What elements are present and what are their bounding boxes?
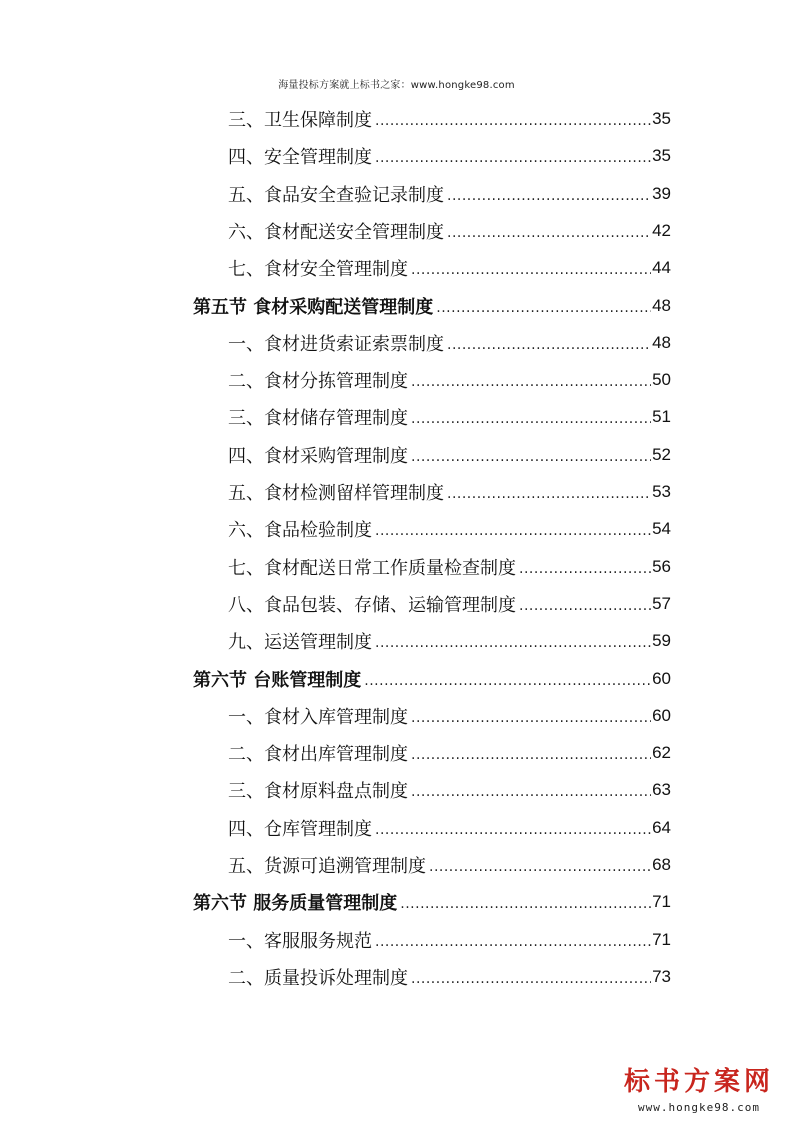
toc-page-number: 39	[652, 183, 671, 203]
toc-page-number: 56	[652, 556, 671, 576]
toc-entry[interactable]	[228, 139, 671, 173]
toc-entry[interactable]	[228, 960, 671, 994]
toc-entry[interactable]	[228, 363, 671, 397]
toc-leader-dots	[375, 523, 651, 539]
toc-entry-label: 二、食材分拣管理制度	[228, 371, 408, 393]
toc-leader-dots	[411, 971, 651, 987]
toc-leader-dots	[375, 822, 651, 838]
toc-entry-label: 第六节 服务质量管理制度	[193, 893, 398, 915]
toc-entry-label: 二、食材出库管理制度	[228, 744, 408, 766]
toc-page-number: 48	[652, 332, 671, 352]
toc-page-number: 50	[652, 370, 671, 390]
toc-entry[interactable]	[228, 811, 671, 845]
toc-page-number: 35	[652, 146, 671, 166]
toc-section-heading[interactable]	[193, 885, 671, 919]
toc-entry[interactable]	[228, 177, 671, 211]
toc-entry-label: 五、货源可追溯管理制度	[228, 856, 426, 877]
toc-entry[interactable]	[228, 214, 671, 248]
toc-entry[interactable]	[228, 251, 671, 285]
toc-leader-dots	[375, 934, 651, 950]
toc-entry-label: 六、食品检验制度	[228, 520, 372, 542]
watermark-title: 标书方案网	[623, 1067, 774, 1097]
toc-leader-dots	[375, 113, 651, 129]
toc-leader-dots	[447, 225, 651, 241]
toc-leader-dots	[400, 896, 651, 912]
toc-page-number: 44	[652, 258, 671, 278]
toc-entry[interactable]	[228, 102, 671, 136]
toc-entry-label: 二、质量投诉处理制度	[228, 967, 408, 989]
toc-section-heading[interactable]	[193, 662, 671, 696]
toc-page-number: 73	[652, 966, 671, 986]
toc-entry[interactable]	[228, 438, 671, 472]
toc-page-number: 48	[652, 295, 671, 315]
toc-entry[interactable]	[228, 736, 671, 770]
toc-page-number: 60	[652, 705, 671, 725]
toc-entry[interactable]	[228, 624, 671, 658]
toc-entry-label: 九、运送管理制度	[228, 632, 372, 654]
toc-leader-dots	[411, 449, 651, 465]
toc-page-number: 68	[652, 855, 671, 874]
toc-leader-dots	[375, 150, 651, 166]
toc-entry-label: 六、食材配送安全管理制度	[228, 221, 444, 243]
toc-entry-label: 五、食品安全查验记录制度	[228, 184, 444, 206]
toc-leader-dots	[375, 635, 651, 651]
toc-entry-label: 七、食材配送日常工作质量检查制度	[228, 557, 516, 579]
toc-page-number: 51	[652, 407, 671, 427]
watermark-logo	[619, 1067, 779, 1114]
toc-page-number: 71	[652, 892, 671, 912]
toc-entry-label: 五、食材检测留样管理制度	[228, 483, 444, 504]
toc-entry-label: 三、食材原料盘点制度	[228, 781, 408, 803]
toc-page-number: 71	[652, 929, 671, 949]
toc-page-number: 57	[652, 593, 671, 613]
toc-entry-label: 一、客服服务规范	[228, 930, 372, 952]
toc-page-number: 59	[652, 631, 671, 651]
toc-entry[interactable]	[228, 400, 671, 434]
toc-leader-dots	[411, 747, 651, 763]
toc-page-number: 42	[652, 220, 671, 240]
toc-entry-label: 七、食材安全管理制度	[228, 259, 408, 281]
toc-leader-dots	[411, 374, 651, 390]
toc-leader-dots	[447, 188, 651, 204]
toc-leader-dots	[429, 859, 651, 875]
toc-entry[interactable]	[228, 699, 671, 733]
toc-entry-label: 四、仓库管理制度	[228, 818, 372, 840]
toc-page-number: 62	[652, 743, 671, 763]
toc-page-number: 54	[652, 519, 671, 539]
toc-leader-dots	[519, 561, 651, 577]
toc-page-number: 64	[652, 817, 671, 837]
toc-leader-dots	[411, 710, 651, 726]
toc-page-number: 53	[652, 482, 671, 501]
toc-entry[interactable]	[228, 550, 671, 584]
toc-entry[interactable]	[228, 773, 671, 807]
toc-leader-dots	[447, 486, 651, 502]
toc-page-number: 63	[652, 780, 671, 800]
toc-entry-label: 第六节 台账管理制度	[193, 669, 362, 691]
toc-entry-label: 三、食材储存管理制度	[228, 408, 408, 430]
toc-entry[interactable]	[228, 326, 671, 360]
toc-leader-dots	[364, 673, 651, 689]
toc-section-heading[interactable]	[193, 289, 671, 323]
toc-leader-dots	[411, 411, 651, 427]
page-header: 海量投标方案就上标书之家：www.hongke98.com	[278, 80, 515, 91]
toc-entry[interactable]	[228, 475, 671, 509]
toc-entry[interactable]	[228, 587, 671, 621]
toc-entry[interactable]	[228, 848, 671, 882]
toc-leader-dots	[447, 337, 651, 353]
toc-entry[interactable]	[228, 512, 671, 546]
toc-entry-label: 三、卫生保障制度	[228, 110, 372, 131]
toc-page-number: 60	[652, 668, 671, 688]
toc-leader-dots	[436, 300, 651, 316]
toc-entry-label: 四、食材采购管理制度	[228, 445, 408, 467]
watermark-url: www.hongke98.com	[638, 1101, 760, 1114]
toc-page-number: 52	[652, 444, 671, 464]
toc-page-number: 35	[652, 109, 671, 128]
toc-leader-dots	[411, 262, 651, 278]
toc-entry-label: 第五节 食材采购配送管理制度	[193, 296, 434, 318]
toc-entry-label: 一、食材入库管理制度	[228, 706, 408, 728]
toc-entry-label: 八、食品包装、存储、运输管理制度	[228, 594, 516, 616]
toc-entry-label: 四、安全管理制度	[228, 147, 372, 169]
toc-entry[interactable]	[228, 923, 671, 957]
toc-entry-label: 一、食材进货索证索票制度	[228, 333, 444, 355]
toc-leader-dots	[411, 784, 651, 800]
toc-leader-dots	[519, 598, 651, 614]
